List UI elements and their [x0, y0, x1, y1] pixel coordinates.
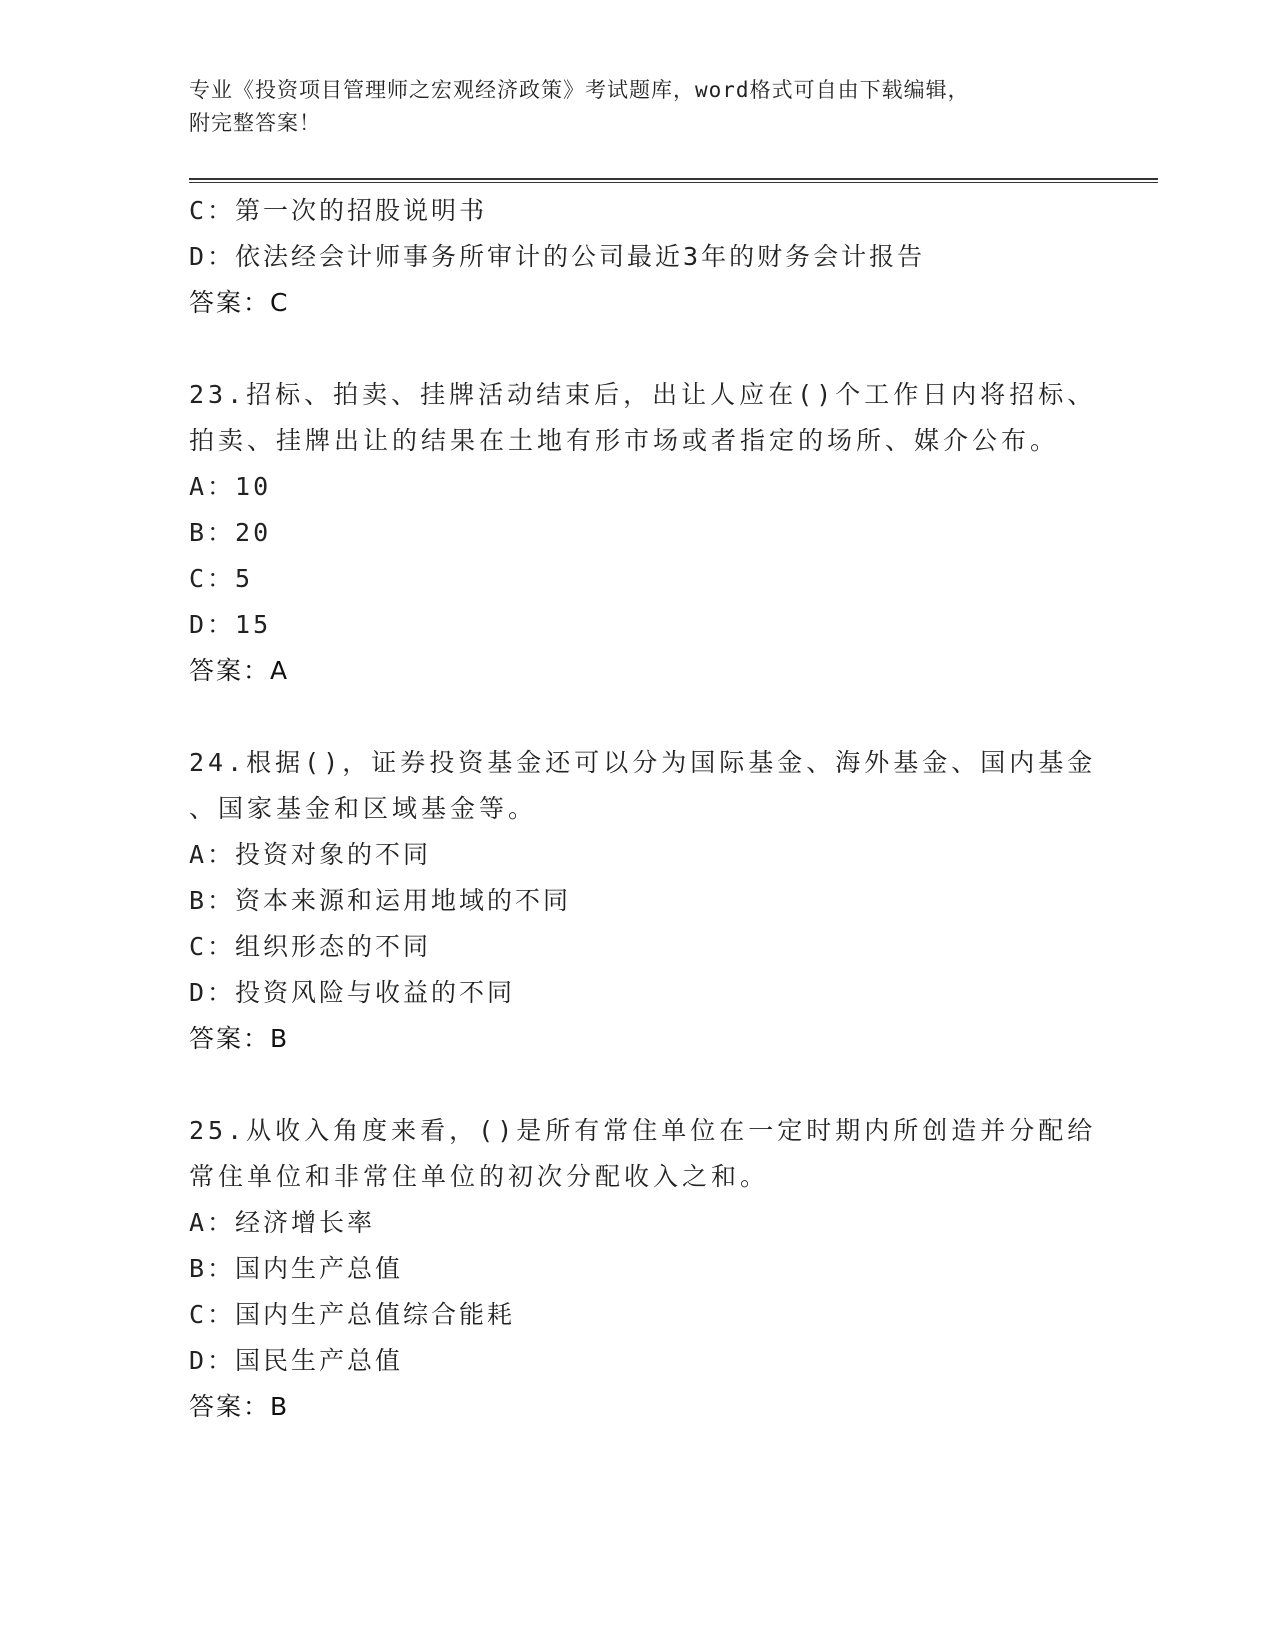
question-23	[189, 372, 1097, 694]
answer-line: 答案：B	[189, 1392, 290, 1421]
option-c: C：组织形态的不同	[189, 932, 432, 961]
option-d: D：投资风险与收益的不同	[189, 978, 516, 1007]
option-b: B：20	[189, 518, 272, 547]
option-c: C：第一次的招股说明书	[189, 196, 488, 225]
header-divider	[189, 178, 1158, 183]
answer-line: 答案：A	[189, 656, 290, 685]
option-a: A：经济增长率	[189, 1208, 376, 1237]
question-content	[189, 188, 1097, 1430]
question-25	[189, 1108, 1097, 1430]
question-24	[189, 740, 1097, 1062]
header-line-2: 附完整答案！	[189, 111, 321, 135]
question-text-line: 拍卖、挂牌出让的结果在土地有形市场或者指定的场所、媒介公布。	[189, 426, 1060, 455]
option-b: B：资本来源和运用地域的不同	[189, 886, 572, 915]
option-d: D：国民生产总值	[189, 1346, 404, 1375]
answer-line: 答案：C	[189, 288, 290, 317]
option-b: B：国内生产总值	[189, 1254, 404, 1283]
header-line-1: 专业《投资项目管理师之宏观经济政策》考试题库，word格式可自由下载编辑，	[189, 78, 970, 102]
option-a: A：10	[189, 472, 272, 501]
document-header	[189, 74, 1089, 140]
option-c: C：国内生产总值综合能耗	[189, 1300, 516, 1329]
option-c: C：5	[189, 564, 254, 593]
option-d: D：15	[189, 610, 272, 639]
option-a: A：投资对象的不同	[189, 840, 432, 869]
question-text-line: 23.招标、拍卖、挂牌活动结束后，出让人应在()个工作日内将招标、	[189, 380, 1097, 409]
answer-line: 答案：B	[189, 1024, 290, 1053]
question-text-line: 常住单位和非常住单位的初次分配收入之和。	[189, 1162, 770, 1191]
prev-question-block	[189, 188, 1089, 326]
question-text-line: 24.根据()，证券投资基金还可以分为国际基金、海外基金、国内基金	[189, 748, 1097, 777]
question-text-line: 、国家基金和区域基金等。	[189, 794, 538, 823]
option-d: D：依法经会计师事务所审计的公司最近3年的财务会计报告	[189, 242, 926, 271]
question-text-line: 25.从收入角度来看，()是所有常住单位在一定时期内所创造并分配给	[189, 1116, 1097, 1145]
